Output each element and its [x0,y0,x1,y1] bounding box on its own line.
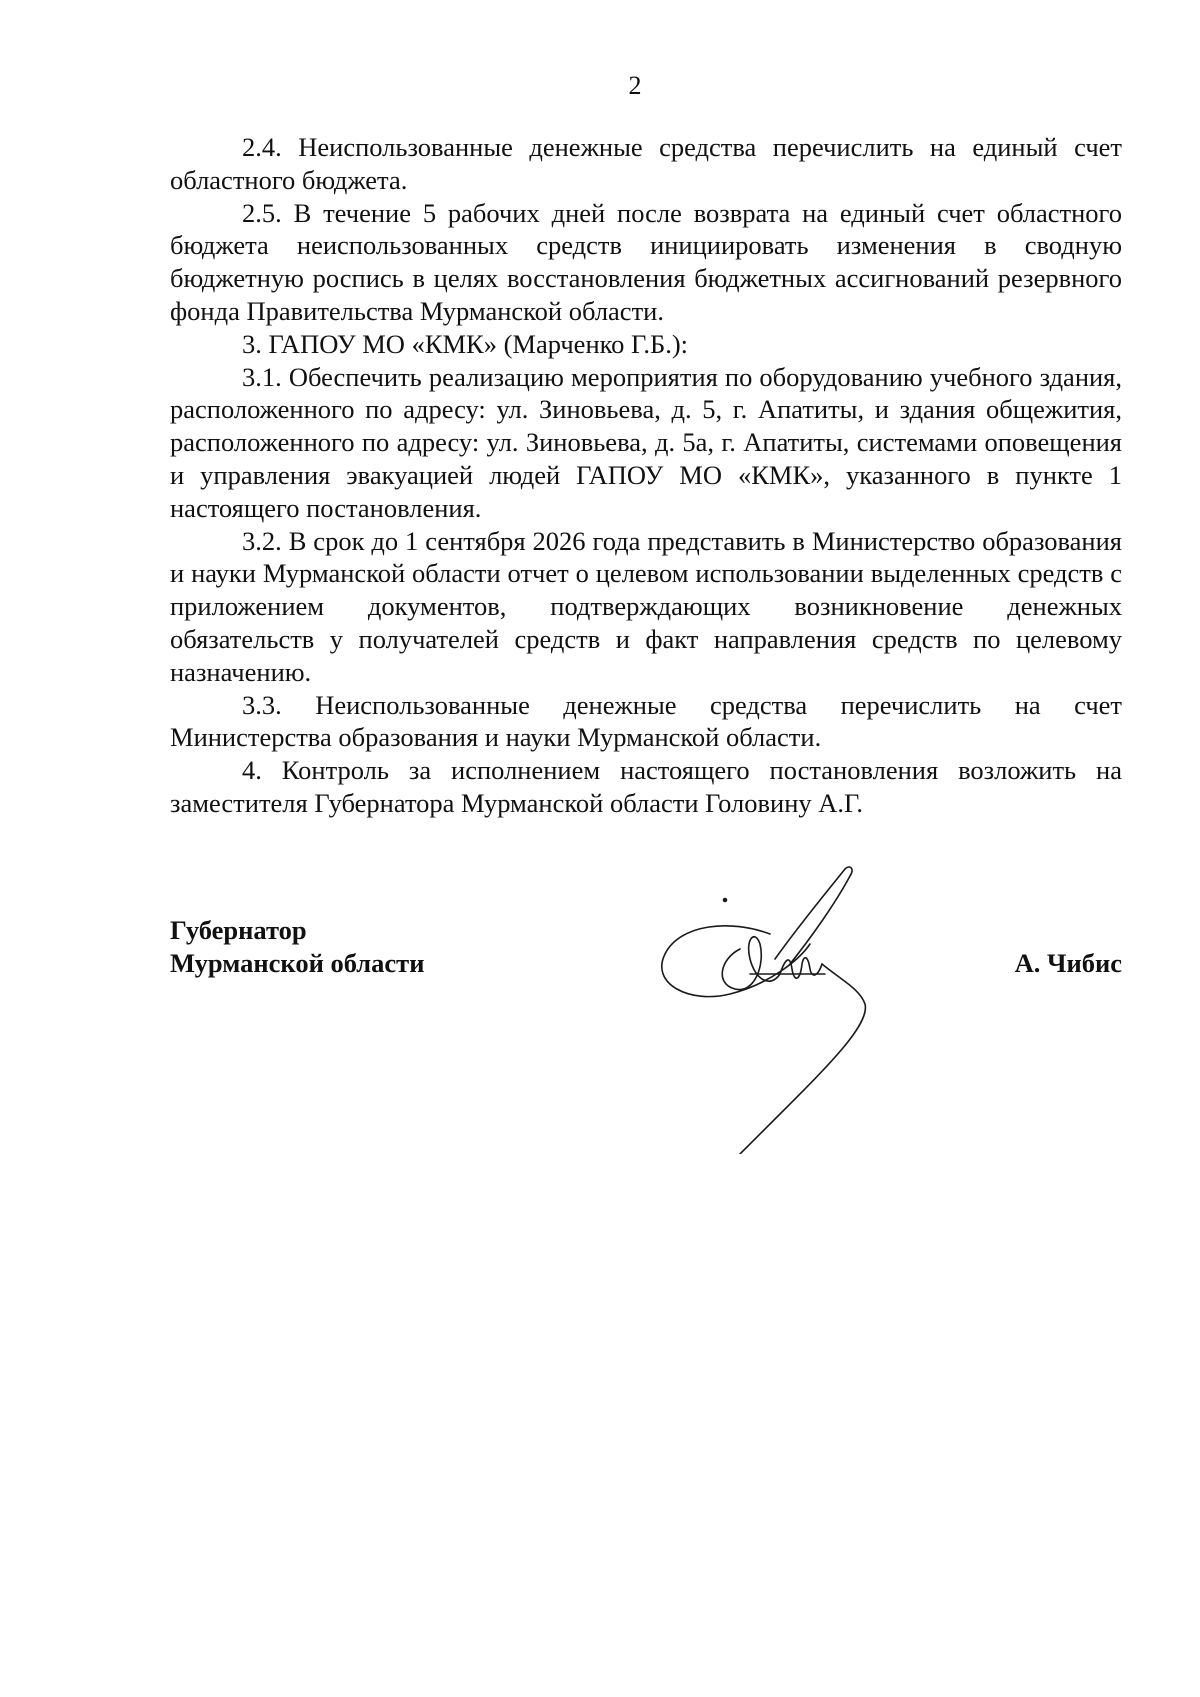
document-body [170,131,1122,820]
paragraph-3-3: 3.3. Неиспользованные денежные средства перечислить на счет Министерства образования и науки Мурманской области. [170,689,1122,753]
signer-title [170,914,424,980]
paragraph-3-1: 3.1. Обеспечить реализацию мероприятия по оборудованию учебного здания, расположенного по адресу: ул. Зиновьева, д. 5, г. Апатиты, и здания общежития, расположенного по адресу: ул. Зиновьева, д. 5а, г. Апатиты, системами оповещения и управления эвакуацией людей ГАПОУ МО «КМК», указанного в пункте 1 настоящего постановления. [170,361,1122,523]
paragraph-4: 4. Контроль за исполнением настоящего постановления возложить на заместителя Губернатора Мурманской области Головину А.Г. [170,755,1122,818]
paragraph-2-5: 2.5. В течение 5 рабочих дней после возврата на единый счет областного бюджета неиспользованных средств инициировать изменения в сводную бюджетную роспись в целях восстановления бюджетных ассигнований резервного фонда Правительства Мурманской области. [170,197,1122,326]
signer-name: А. Чибис [1014,948,1122,978]
signature-block [170,914,1122,1144]
handwritten-signature [650,864,910,1154]
paragraph-2-4: 2.4. Неиспользованные денежные средства перечислить на единый счет областного бюджета. [170,132,1122,195]
paragraph-3-2: 3.2. В срок до 1 сентября 2026 года представить в Министерство образования и науки Мурманской области отчет о целевом использовании выделенных средств с приложением документов, подтверждающих возникновение денежных обязательств у получателей средств и факт направления средств по целевому назначению. [170,525,1122,687]
signer-title-line-2: Мурманской области [170,948,425,978]
paragraph-3: 3. ГАПОУ МО «КМК» (Марченко Г.Б.): [242,328,689,359]
page-number: 2 [628,71,642,100]
signer-title-line-1: Губернатор [170,915,307,945]
